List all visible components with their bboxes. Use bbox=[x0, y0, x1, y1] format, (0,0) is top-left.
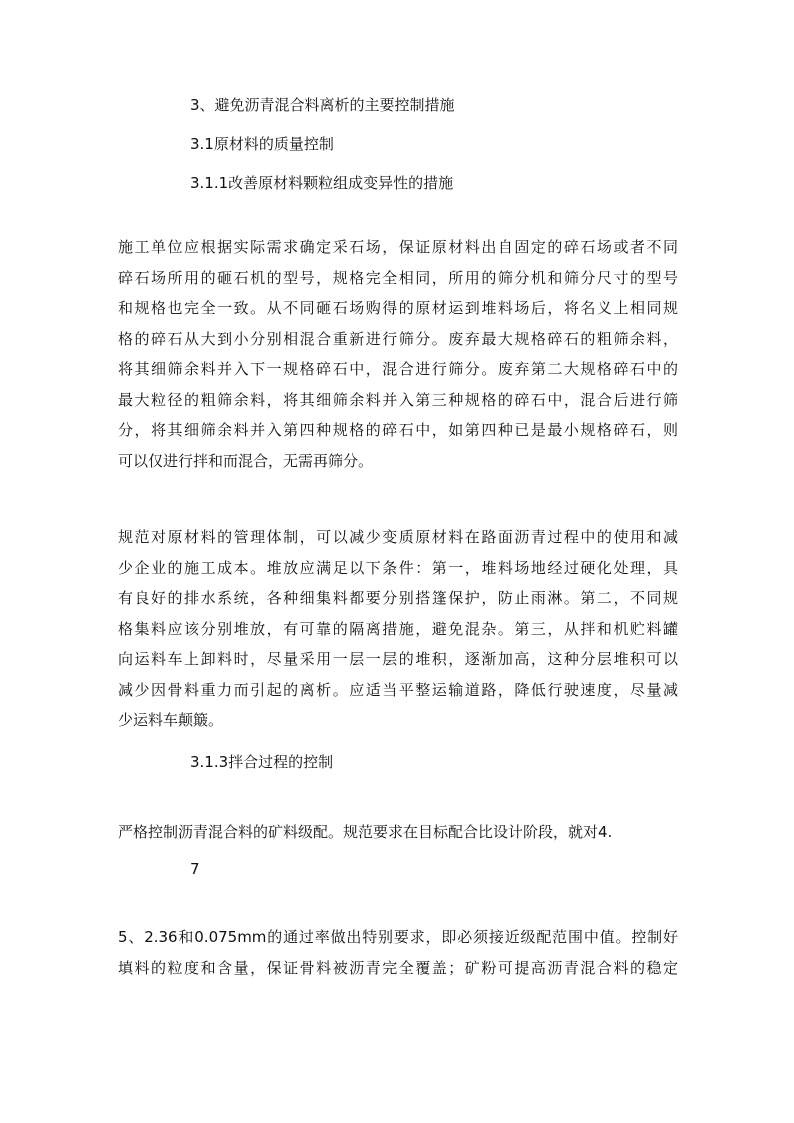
heading-section-3-1: 3.1原材料的质量控制 bbox=[190, 135, 334, 153]
paragraph-line: 格集料应该分别堆放，有可靠的隔离措施，避免混杂。第三，从拌和机贮料罐 bbox=[118, 619, 678, 638]
paragraph-4 bbox=[118, 922, 678, 983]
paragraph-line: 5、2.36和0.075mm的通过率做出特别要求，即必须接近级配范围中值。控制好 bbox=[118, 928, 678, 946]
paragraph-line: 规范对原材料的管理体制，可以减少变质原材料在路面沥青过程中的使用和减 bbox=[118, 528, 678, 546]
paragraph-line: 减少因骨料重力而引起的离析。应适当平整运输道路，降低行驶速度，尽量减 bbox=[118, 680, 678, 699]
paragraph-line: 有良好的排水系统，各种细集料都要分别搭篷保护，防止雨淋。第二，不同规 bbox=[118, 589, 678, 607]
paragraph-3 bbox=[118, 817, 678, 848]
paragraph-line: 少企业的施工成本。堆放应满足以下条件：第一，堆料场地经过硬化处理，具 bbox=[118, 558, 678, 577]
paragraph-line: 和规格也完全一致。从不同砸石场购得的原材运到堆料场后，将名义上相同规 bbox=[118, 299, 678, 317]
page-number: 7 bbox=[190, 860, 200, 878]
paragraph-line: 将其细筛余料并入下一规格碎石中，混合进行筛分。废弃第二大规格碎石中的 bbox=[118, 360, 678, 378]
paragraph-line: 最大粒径的粗筛余料，将其细筛余料并入第三种规格的碎石中，混合后进行筛 bbox=[118, 390, 678, 409]
paragraph-line: 施工单位应根据实际需求确定采石场，保证原材料出自固定的碎石场或者不同 bbox=[118, 238, 678, 256]
paragraph-line: 碎石场所用的砸石机的型号，规格完全相同，所用的筛分机和筛分尺寸的型号 bbox=[118, 268, 678, 287]
paragraph-line: 填料的粒度和含量，保证骨料被沥青完全覆盖；矿粉可提高沥青混合料的稳定 bbox=[118, 958, 678, 977]
heading-section-3-1-1: 3.1.1改善原材料颗粒组成变异性的措施 bbox=[190, 174, 454, 192]
paragraph-line: 格的碎石从大到小分别相混合重新进行筛分。废弃最大规格碎石的粗筛余料， bbox=[118, 329, 678, 348]
paragraph-line: 少运料车颠簸。 bbox=[118, 711, 224, 729]
paragraph-1 bbox=[118, 232, 678, 476]
paragraph-2 bbox=[118, 522, 678, 736]
heading-section-3: 3、避免沥青混合料离析的主要控制措施 bbox=[190, 96, 455, 114]
heading-section-3-1-3: 3.1.3拌合过程的控制 bbox=[190, 753, 334, 771]
paragraph-line: 可以仅进行拌和而混合，无需再筛分。 bbox=[118, 451, 374, 470]
paragraph-line: 严格控制沥青混合料的矿料级配。规范要求在目标配合比设计阶段，就对4. bbox=[118, 823, 613, 841]
paragraph-line: 向运料车上卸料时，尽量采用一层一层的堆积，逐渐加高，这种分层堆积可以 bbox=[118, 650, 678, 668]
paragraph-line: 分，将其细筛余料并入第四种规格的碎石中，如第四种已是最小规格碎石，则 bbox=[118, 421, 678, 439]
